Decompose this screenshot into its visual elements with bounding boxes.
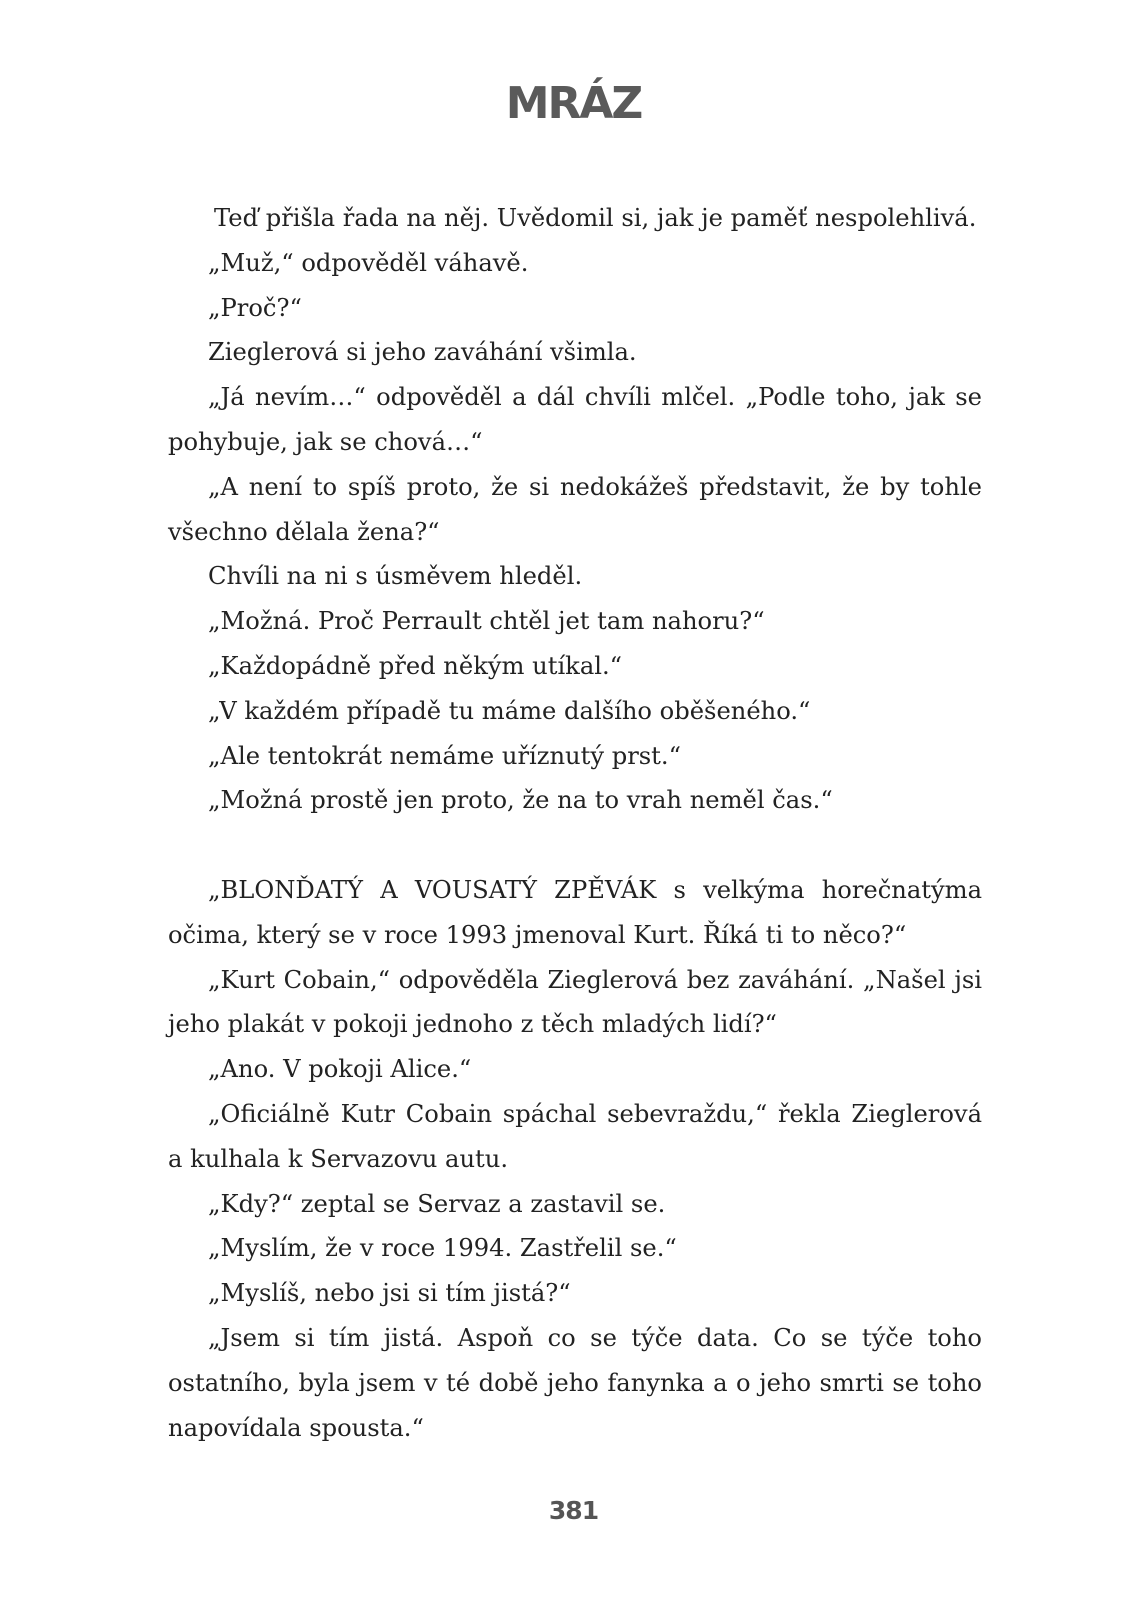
paragraph: „Myslíš, nebo jsi si tím jistá?“	[208, 1279, 571, 1308]
running-title: MRÁZ	[505, 78, 642, 129]
body-text	[168, 196, 982, 1450]
paragraph: „Kurt Cobain,“ odpověděla Zieglerová bez zaváhání. „Našel jsi jeho plakát v pokoji jednoho z těch mladých lidí?“	[168, 965, 982, 1039]
paragraph: „Možná. Proč Perrault chtěl jet tam nahoru?“	[208, 607, 765, 636]
paragraph: „Já nevím…“ odpověděl a dál chvíli mlčel. „Podle toho, jak se pohybuje, jak se chová…“	[168, 383, 982, 456]
paragraph: Teď přišla řada na něj. Uvědomil si, jak je paměť nespolehlivá.	[214, 204, 977, 232]
paragraph: „Každopádně před někým utíkal.“	[208, 651, 623, 680]
paragraph: „A není to spíš proto, že si nedokážeš představit, že by tohle všechno dělala žena?“	[168, 472, 982, 546]
section-start-paragraph: „BLONĎATÝ A VOUSATÝ ZPĚVÁK s velkýma horečnatýma očima, který se v roce 1993 jmenoval Kurt. Říká ti to něco?“	[168, 875, 982, 949]
page-number: 381	[548, 1496, 599, 1525]
paragraph: „Proč?“	[208, 293, 302, 322]
paragraph: „Možná prostě jen proto, že na to vrah neměl čas.“	[208, 786, 833, 815]
paragraph: „Ano. V pokoji Alice.“	[208, 1055, 472, 1084]
paragraph: „Ale tentokrát nemáme uříznutý prst.“	[208, 741, 681, 770]
paragraph: „Myslím, že v roce 1994. Zastřelil se.“	[208, 1234, 677, 1263]
paragraph: „Muž,“ odpověděl váhavě.	[208, 248, 529, 277]
paragraph: „Oficiálně Kutr Cobain spáchal sebevraždu,“ řekla Zieglerová a kulhala k Servazovu autu.	[168, 1099, 982, 1173]
paragraph: „Jsem si tím jistá. Aspoň co se týče data. Co se týče toho ostatního, byla jsem v té době jeho fanynka a o jeho smrti se toho napovídala spousta.“	[168, 1323, 982, 1442]
paragraph: „V každém případě tu máme dalšího oběšeného.“	[208, 696, 811, 725]
paragraph: Chvíli na ni s úsměvem hleděl.	[208, 562, 583, 591]
paragraph: „Kdy?“ zeptal se Servaz a zastavil se.	[208, 1189, 666, 1218]
paragraph: Zieglerová si jeho zaváhání všimla.	[208, 338, 637, 367]
